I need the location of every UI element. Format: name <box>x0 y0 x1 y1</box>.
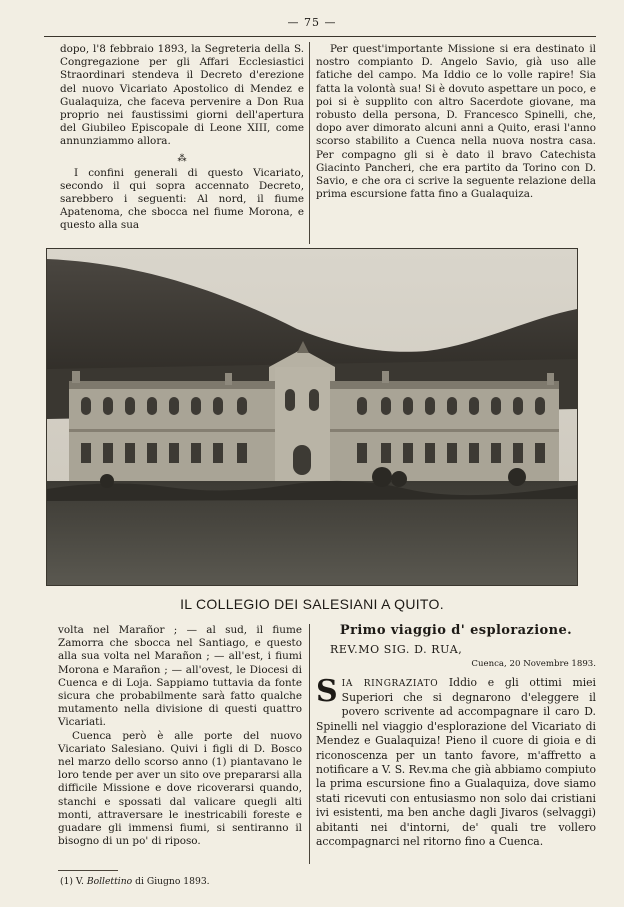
footnote-italic: Bollettino <box>86 876 133 887</box>
page-number: — 75 — <box>287 16 337 29</box>
paragraph-decreto: dopo, l'8 febbraio 1893, la Segreteria della S. Congregazione per gli Affari Ecclesiastici Straordinari stendeva il Decreto d'erezione del nuovo Vicariato Apostolico di Mendez e Gualaquiza, che faceva pervenire a Don Rua proprio nei faustissimi giorni dell'apertura del Giubileo Episcopale di Leone XIII, come annunziammo allora. <box>60 43 304 148</box>
footnote-rule <box>58 870 118 871</box>
photo-caption: IL COLLEGIO DEI SALESIANI A QUITO. <box>180 596 444 612</box>
collegio-photo <box>46 248 578 586</box>
drop-cap: S <box>316 673 338 709</box>
bottom-right-column <box>316 624 596 849</box>
paragraph-cuenca: Cuenca però è alle porte del nuovo Vicariato Salesiano. Quivi i figli di D. Bosco nel marzo dello scorso anno (1) piantavano le loro tende per aver un sito ove prepararsi alla difficile Missione e dove ricoverarsi quando, stanchi e spossati dal valicare quegli alti monti, attraversare le inestricabili foreste e guadare gli immensi fiumi, si sentiranno il bisogno di un po' di riposo. <box>58 729 302 848</box>
bottom-left-column <box>58 624 302 848</box>
letter-body <box>316 673 596 850</box>
section-stars: ⁂ <box>177 153 187 164</box>
article-title: Primo viaggio d' esplorazione. <box>339 623 573 638</box>
column-divider-bottom <box>309 624 310 864</box>
paragraph-confini-cont: volta nel Marañor ; — al sud, il fiume Zamorra che sbocca nel Santiago, e questo alla sua volta nel Marañon ; — all'est, i fiumi Morona e Marañon ; — all'ovest, le Diocesi di Cuenca e di Loja. Sappiamo tuttavia da fonte sicura che probabilmente sarà fatto qualche mutamento nella divisione di questi quattro Vicariati. <box>58 624 302 729</box>
place-date: Cuenca, 20 Novembre 1893. <box>471 659 596 670</box>
letter-text: Iddio e gli ottimi miei Superiori che si degnarono d'eleggere il povero scrivente ad accompagnare il caro D. Spinelli nel viaggio d'esplorazione del Vicariato di Mendez e Gualaquiza! Pieno il cuore di gioia e di riconoscenza per un tanto favore, m'affretto a notificare a V. S. Rev.ma che già abbiamo compiuto la prima escursione fino a Gualaquiza, dove siamo stati ricevuti con entusiasmo non solo dai cristiani ivi esistenti, ma ben anche dagli Jivaros (selvaggi) abitanti nei d'intorni, de' quali tre vollero accompagnarci nel ritorno fino a Cuenca. <box>316 675 596 849</box>
paragraph-missione: Per quest'importante Missione si era destinato il nostro compianto D. Angelo Savio, già uso alle fatiche del campo. Ma Iddio ce lo volle rapire! Sia fatta la volontà sua! Si è dovuto aspettare un poco, e poi si è supplito con altro Sacerdote giovane, ma robusto della persona, D. Francesco Spinelli, che, dopo aver dimorato alcuni anni a Quito, erasi l'anno scorso stabilito a Cuenca nella nuova nostra casa. Per compagno gli si è dato il bravo Catechista Giacinto Pancheri, che era partito da Torino con D. Savio, e che ora ci scrive la seguente relazione della prima escursione fatta fino a Gualaquiza. <box>316 43 596 201</box>
opening-words: IA RINGRAZIATO <box>341 678 439 689</box>
footnote <box>60 876 300 887</box>
collegio-illustration <box>47 249 577 585</box>
top-left-column <box>60 43 304 233</box>
header-rule <box>44 36 596 37</box>
top-right-column <box>316 43 596 201</box>
paragraph-confini: I confini generali di questo Vicariato, secondo il qui sopra accennato Decreto, sarebbero i seguenti: Al nord, il fiume Apatenoma, che sbocca nel fiume Morona, e questo alla sua <box>60 166 304 232</box>
footnote-suffix: di Giugno 1893. <box>135 876 210 887</box>
footnote-prefix: (1) V. <box>60 876 84 887</box>
column-divider-top <box>309 42 310 244</box>
salutation: REV.MO SIG. D. RUA, <box>330 643 463 657</box>
